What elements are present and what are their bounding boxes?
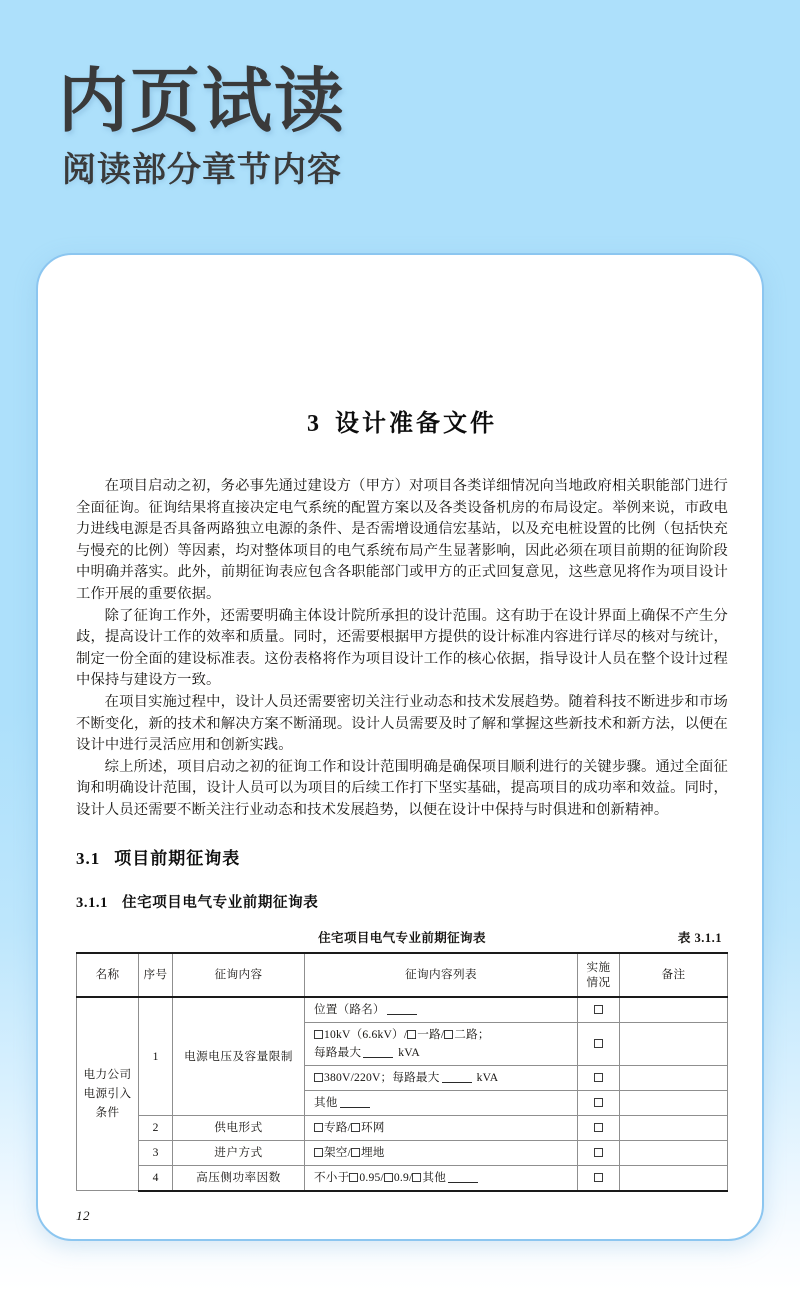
row-topic-cell: 电源电压及容量限制 — [173, 997, 305, 1116]
checkbox-inline[interactable] — [349, 1173, 358, 1182]
subsection-title: 住宅项目电气专业前期征询表 — [122, 894, 319, 911]
consultation-table — [76, 952, 728, 1192]
table-row — [77, 997, 728, 1023]
status-checkbox-cell[interactable] — [578, 1022, 620, 1065]
item-list-cell: 380V/220V；每路最大 kVA — [305, 1065, 578, 1090]
item-list-cell: 专路/ 环网 — [305, 1115, 578, 1140]
remark-cell[interactable] — [620, 1022, 728, 1065]
item-list-cell: 位置（路名） — [305, 997, 578, 1023]
checkbox-inline[interactable] — [314, 1073, 323, 1082]
col-header-topic: 征询内容 — [173, 953, 305, 997]
table-header-row — [77, 953, 728, 997]
table-row — [77, 1115, 728, 1140]
section-heading — [76, 844, 728, 869]
status-checkbox-cell[interactable] — [578, 1140, 620, 1165]
banner-title: 内页试读 — [58, 62, 346, 140]
remark-cell[interactable] — [620, 1140, 728, 1165]
status-checkbox-cell[interactable] — [578, 997, 620, 1023]
status-checkbox-cell[interactable] — [578, 1165, 620, 1191]
row-topic-cell: 供电形式 — [173, 1115, 305, 1140]
row-topic-cell: 进户方式 — [173, 1140, 305, 1165]
item-list-cell: 架空/ 埋地 — [305, 1140, 578, 1165]
paragraph: 在项目启动之初，务必事先通过建设方（甲方）对项目各类详细情况向当地政府相关职能部门进行全面征询。征询结果将直接决定电气系统的配置方案以及各类设备机房的布局设定。举例来说，市政电力进线电源是否具备两路独立电源的条件、是否需增设通信宏基站，以及充电桩设置的比例（包括快充与慢充的比例）等因素，均对整体项目的电气系统布局产生显著影响，因此必须在项目前期的征询阶段中明确并落实。此外，前期征询表应包含各职能部门或甲方的正式回复意见，这些意见将作为项目设计工作开展的重要依据。 — [76, 478, 728, 602]
status-checkbox-cell[interactable] — [578, 1065, 620, 1090]
banner-subtitle: 阅读部分章节内容 — [62, 151, 342, 189]
remark-cell[interactable] — [620, 997, 728, 1023]
row-topic-cell: 高压侧功率因数 — [173, 1165, 305, 1191]
status-checkbox[interactable] — [594, 1073, 603, 1082]
document-page — [38, 255, 764, 1241]
chapter-number: 3 — [307, 411, 319, 437]
checkbox-inline[interactable] — [407, 1030, 416, 1039]
status-checkbox[interactable] — [594, 1123, 603, 1132]
status-checkbox[interactable] — [594, 1098, 603, 1107]
group-name-cell: 电力公司 电源引入 条件 — [77, 997, 139, 1191]
subsection-heading — [76, 891, 728, 912]
table-row — [77, 1140, 728, 1165]
chapter-title-text: 设计准备文件 — [335, 411, 497, 437]
banner — [58, 62, 658, 192]
status-checkbox[interactable] — [594, 1005, 603, 1014]
table-caption-text: 住宅项目电气专业前期征询表 — [318, 930, 486, 945]
remark-cell[interactable] — [620, 1065, 728, 1090]
item-list-cell: 不小于 0.95/ 0.9/ 其他 — [305, 1165, 578, 1191]
section-title: 项目前期征询表 — [114, 848, 241, 868]
row-sequence-cell: 4 — [139, 1165, 173, 1191]
checkbox-inline[interactable] — [314, 1030, 323, 1039]
chapter-title — [76, 403, 728, 438]
row-sequence-cell: 1 — [139, 997, 173, 1116]
row-sequence-cell: 3 — [139, 1140, 173, 1165]
col-header-seq: 序号 — [139, 953, 173, 997]
status-checkbox-cell[interactable] — [578, 1090, 620, 1115]
remark-cell[interactable] — [620, 1165, 728, 1191]
fill-in-blank[interactable] — [340, 1107, 370, 1108]
table-number: 表 3.1.1 — [677, 930, 722, 945]
table-head — [77, 953, 728, 997]
paragraph: 在项目实施过程中，设计人员还需要密切关注行业动态和技术发展趋势。随着科技不断进步和市场不断变化，新的技术和解决方案不断涌现。设计人员需要及时了解和掌握这些新技术和新方法，以便在设计中进行灵活应用和创新实践。 — [76, 693, 728, 754]
remark-cell[interactable] — [620, 1115, 728, 1140]
table-row — [77, 1165, 728, 1191]
checkbox-inline[interactable] — [314, 1148, 323, 1157]
col-header-status — [578, 953, 620, 997]
fill-in-blank[interactable] — [387, 1014, 417, 1015]
fill-in-blank[interactable] — [448, 1182, 478, 1183]
body-text — [76, 476, 728, 822]
page-number: 12 — [76, 1207, 90, 1223]
status-checkbox[interactable] — [594, 1039, 603, 1048]
subsection-number: 3.1.1 — [76, 894, 108, 911]
col-header-remark: 备注 — [620, 953, 728, 997]
item-list-cell: 10kV（6.6kV）/ 一路/ 二路； 每路最大 kVA — [305, 1022, 578, 1065]
checkbox-inline[interactable] — [412, 1173, 421, 1182]
fill-in-blank[interactable] — [442, 1082, 472, 1083]
checkbox-inline[interactable] — [444, 1030, 453, 1039]
checkbox-inline[interactable] — [351, 1148, 360, 1157]
consultation-table-wrapper — [76, 928, 728, 1192]
status-checkbox-cell[interactable] — [578, 1115, 620, 1140]
table-caption — [76, 928, 728, 948]
checkbox-inline[interactable] — [384, 1173, 393, 1182]
status-checkbox[interactable] — [594, 1148, 603, 1157]
checkbox-inline[interactable] — [351, 1123, 360, 1132]
col-header-items: 征询内容列表 — [305, 953, 578, 997]
remark-cell[interactable] — [620, 1090, 728, 1115]
table-body — [77, 997, 728, 1191]
section-number: 3.1 — [76, 848, 101, 868]
document-card — [36, 253, 764, 1241]
status-checkbox[interactable] — [594, 1173, 603, 1182]
paragraph: 除了征询工作外，还需要明确主体设计院所承担的设计范围。这有助于在设计界面上确保不产生分歧，提高设计工作的效率和质量。同时，还需要根据甲方提供的设计标准内容进行详尽的核对与统计，制定一份全面的建设标准表。这份表格将作为项目设计工作的核心依据，指导设计人员在整个设计过程中保持与建设方一致。 — [76, 607, 728, 689]
row-sequence-cell: 2 — [139, 1115, 173, 1140]
fill-in-blank[interactable] — [363, 1057, 393, 1058]
item-list-cell: 其他 — [305, 1090, 578, 1115]
checkbox-inline[interactable] — [314, 1123, 323, 1132]
col-header-name: 名称 — [77, 953, 139, 997]
col-header-status-text: 实施 情况 — [586, 960, 611, 989]
paragraph: 综上所述，项目启动之初的征询工作和设计范围明确是确保项目顺利进行的关键步骤。通过全面征询和明确设计范围，设计人员可以为项目的后续工作打下坚实基础，提高项目的成功率和效益。同时，设计人员还需要不断关注行业动态和技术发展趋势，以便在设计中保持与时俱进和创新精神。 — [76, 758, 728, 818]
